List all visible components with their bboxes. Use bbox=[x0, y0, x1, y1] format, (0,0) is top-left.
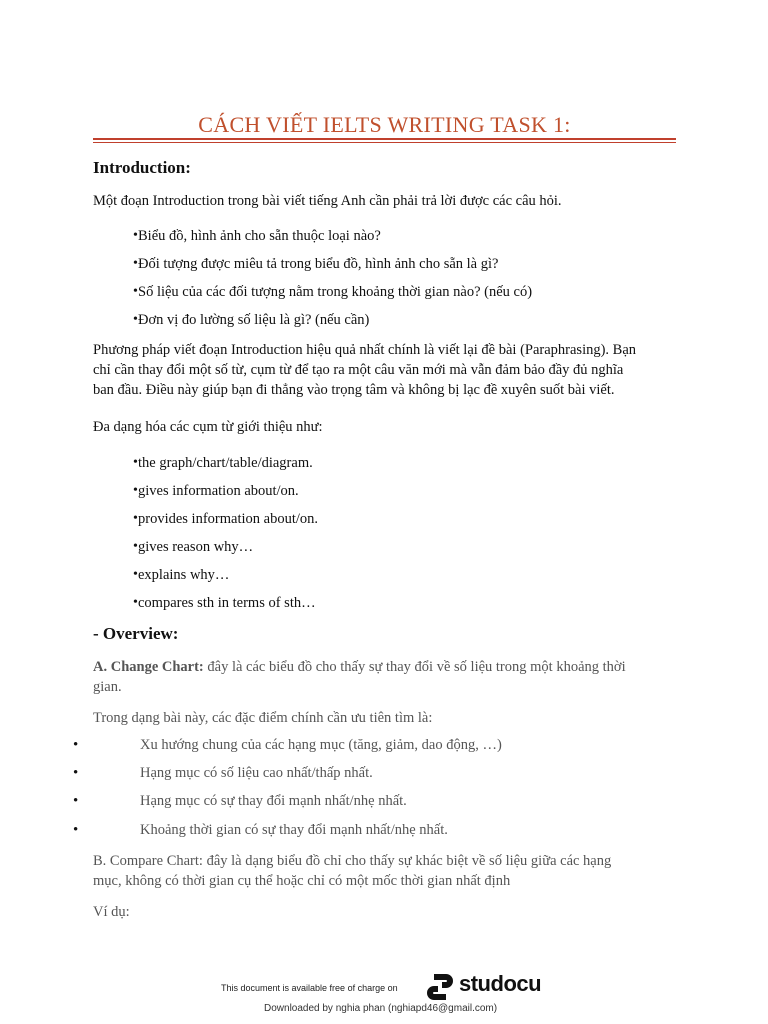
diversify-text: Đa dạng hóa các cụm từ giới thiệu như: bbox=[93, 419, 323, 435]
downloaded-by-text: Downloaded by nghia phan (nghiapd46@gmail.com) bbox=[264, 1003, 498, 1014]
list-item: • the graph/chart/table/diagram. bbox=[138, 455, 313, 472]
list-item: • Hạng mục có số liệu cao nhất/thấp nhất. bbox=[140, 765, 373, 782]
overview-heading: - Overview: bbox=[93, 624, 179, 643]
list-item: • Số liệu của các đối tượng nằm trong khoảng thời gian nào? (nếu có) bbox=[138, 284, 532, 301]
list-item: • Đối tượng được miêu tả trong biểu đồ, hình ảnh cho sẵn là gì? bbox=[138, 256, 498, 273]
availability-text: This document is available free of charge on bbox=[221, 983, 398, 993]
change-chart-text: đây là các biểu đồ cho thấy sự thay đổi về số liệu trong một khoảng thời bbox=[203, 659, 626, 675]
studocu-logo-icon[interactable] bbox=[424, 971, 456, 1003]
list-item: • Khoảng thời gian có sự thay đổi mạnh nhất/nhẹ nhất. bbox=[140, 822, 448, 839]
example-label: Ví dụ: bbox=[93, 904, 130, 920]
compare-chart-label: B. Compare Chart: bbox=[93, 853, 203, 869]
introduction-heading: Introduction: bbox=[93, 158, 191, 177]
method-line: chỉ cần thay đổi một số từ, cụm từ để tạo ra một câu văn mới mà vẫn đảm bảo đầy đủ nghĩa bbox=[93, 362, 624, 378]
list-item: • explains why… bbox=[138, 567, 229, 584]
studocu-brand[interactable]: studocu bbox=[459, 971, 542, 996]
priority-text: Trong dạng bài này, các đặc điểm chính cần ưu tiên tìm là: bbox=[93, 710, 433, 726]
list-item: • Xu hướng chung của các hạng mục (tăng, giảm, dao động, …) bbox=[140, 737, 502, 754]
method-line: ban đầu. Điều này giúp bạn đi thẳng vào trọng tâm và không bị lạc đề xuyên suốt bài viết. bbox=[93, 382, 615, 398]
intro-lead: Một đoạn Introduction trong bài viết tiếng Anh cần phải trả lời được các câu hỏi. bbox=[93, 193, 562, 209]
compare-chart-text: mục, không có thời gian cụ thể hoặc chỉ có một mốc thời gian nhất định bbox=[93, 873, 511, 889]
change-chart-paragraph bbox=[93, 657, 683, 697]
list-item: • compares sth in terms of sth… bbox=[138, 595, 316, 612]
change-chart-text: gian. bbox=[93, 679, 122, 695]
list-item: • Biểu đồ, hình ảnh cho sẵn thuộc loại nào? bbox=[138, 228, 381, 245]
page-title: CÁCH VIẾT IELTS WRITING TASK 1: bbox=[198, 112, 571, 137]
compare-chart-paragraph bbox=[93, 851, 683, 891]
method-line: Phương pháp viết đoạn Introduction hiệu quả nhất chính là viết lại đề bài (Paraphrasing). Bạn bbox=[93, 342, 637, 358]
change-chart-label: A. Change Chart: bbox=[93, 659, 204, 675]
title-rule-thick bbox=[93, 138, 676, 140]
list-item: • Hạng mục có sự thay đổi mạnh nhất/nhẹ nhất. bbox=[140, 793, 407, 810]
title-rule-thin bbox=[93, 142, 676, 143]
list-item: • gives information about/on. bbox=[138, 483, 299, 500]
list-item: • Đơn vị đo lường số liệu là gì? (nếu cần) bbox=[138, 312, 369, 329]
list-item: • gives reason why… bbox=[138, 539, 253, 556]
compare-chart-text: đây là dạng biểu đồ chỉ cho thấy sự khác biệt về số liệu giữa các hạng bbox=[202, 853, 612, 869]
list-item: • provides information about/on. bbox=[138, 511, 318, 528]
method-paragraph bbox=[93, 340, 683, 400]
